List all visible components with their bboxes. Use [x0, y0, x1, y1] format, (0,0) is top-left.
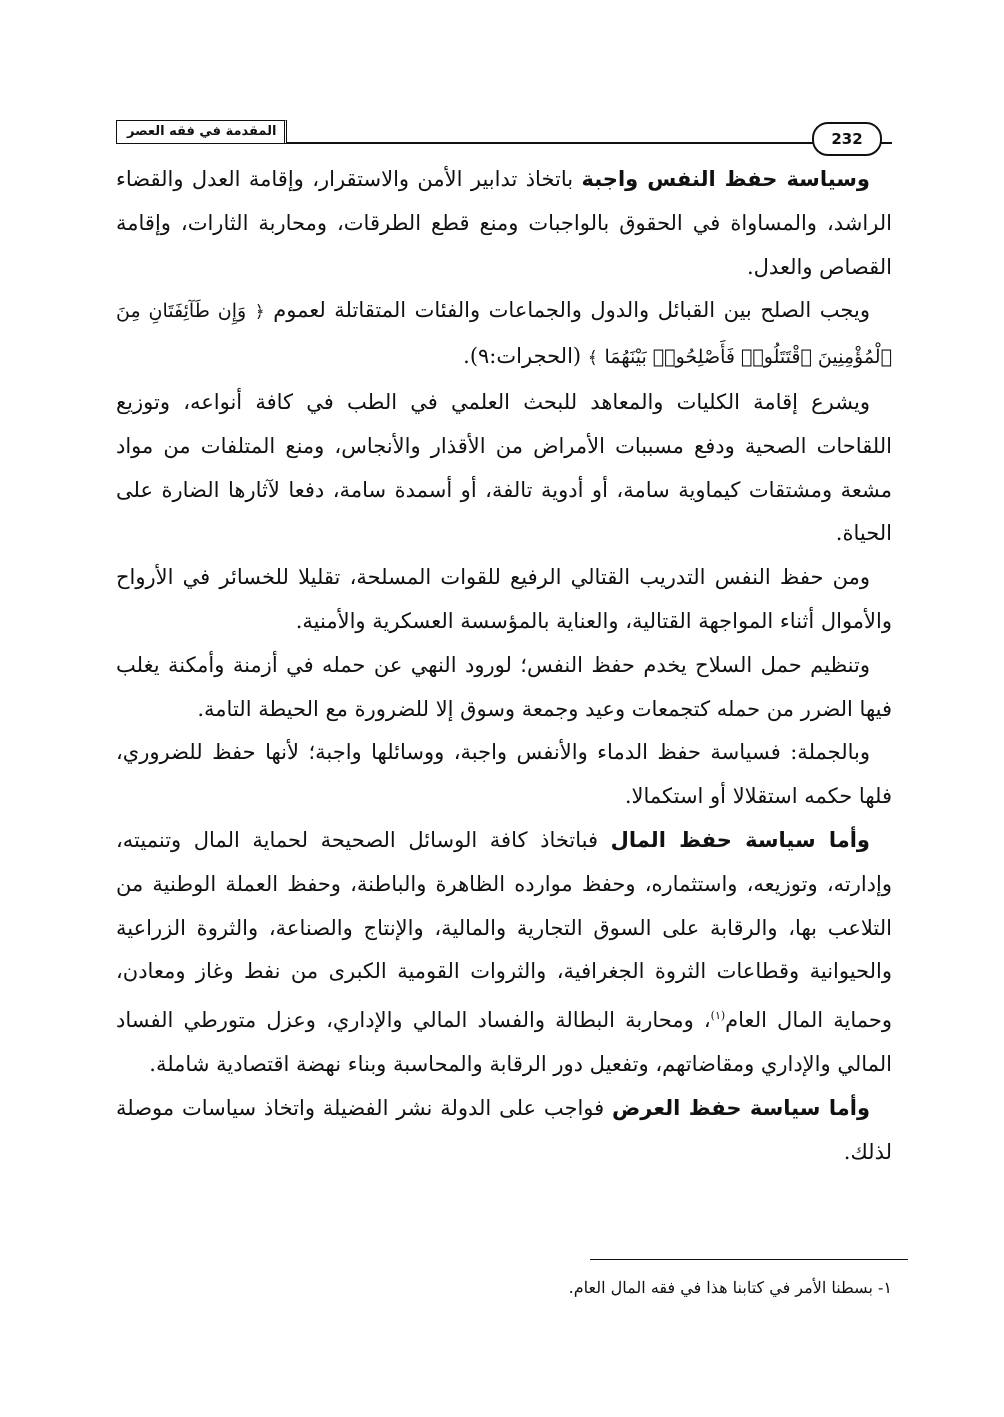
paragraph-text: ويشرع إقامة الكليات والمعاهد للبحث العلمي في الطب في كافة أنواعه، وتوزيع اللقاحات الصحية ودفع مسببات الأمراض من الأقذار والأنجاس، ومنع المتلفات من مواد مشعة ومشتقات كيماوية سامة، أو أدوية تالفة، أو أسمدة سامة، دفعا لآثارها الضارة على الحياة. — [116, 389, 892, 546]
paragraph-text: فواجب على الدولة نشر الفضيلة واتخاذ سياسات موصلة لذلك. — [116, 1095, 892, 1164]
paragraph-soul-policy — [116, 158, 892, 289]
paragraph-weapons — [116, 644, 892, 732]
ayah-close-bracket: ﴾ — [587, 348, 598, 369]
paragraph-text: باتخاذ تدابير الأمن والاستقرار، وإقامة العدل والقضاء الراشد، والمساواة في الحقوق بالواجبات ومنع قطع الطرقات، ومحاربة الثارات، وإقامة القصاص والعدل. — [116, 167, 892, 279]
paragraph-text: ويجب الصلح بين القبائل والدول والجماعات والفئات المتقاتلة لعموم — [273, 298, 870, 323]
paragraph-text: وتنظيم حمل السلاح يخدم حفظ النفس؛ لورود النهي عن حمله في أزمنة وأمكنة يغلب فيها الضرر من حمله كتجمعات وعيد وجمعة وسوق إلا للضرورة مع الحيطة التامة. — [116, 652, 892, 721]
quran-verse: وَإِن طَآئِفَتَانِ مِنَ ٱلْمُؤْمِنِينَ ٱقْتَتَلُوا۟ فَأَصْلِحُوا۟ بَيْنَهُمَا — [116, 300, 892, 369]
footnote: ١- بسطنا الأمر في كتابنا هذا في فقه المال العام. — [568, 1278, 892, 1297]
paragraph-text: فباتخاذ كافة الوسائل الصحيحة لحماية المال وتنميته، وإدارته، وتوزيعه، واستثماره، وحفظ موارده الظاهرة والباطنة، وحفظ العملة الوطنية من التلاعب بها، والرقابة على السوق التجارية والمالية، والإنتاج والصناعة، والثروة الزراعية والحيوانية وقطاعات الثروة الجغرافية، والثروات القومية الكبرى من نفط وغاز ومعادن، وحماية المال العام — [116, 827, 892, 1033]
verse-citation: (الحجرات:٩). — [463, 344, 582, 369]
paragraph-lead: وأما سياسة حفظ المال — [610, 827, 870, 852]
ayah-open-bracket: ﴿ — [254, 302, 265, 323]
paragraph-reconciliation — [116, 289, 892, 381]
page-header — [116, 112, 892, 152]
paragraph-honor-policy — [116, 1087, 892, 1175]
paragraph-text-continued: ، ومحاربة البطالة والفساد المالي والإداري، وعزل متورطي الفساد المالي والإداري ومقاضاتهم، وتفعيل دور الرقابة والمحاسبة وبناء نهضة اقتصادية شاملة. — [116, 1008, 892, 1076]
footnote-separator — [590, 1259, 908, 1260]
paragraph-text: وبالجملة: فسياسة حفظ الدماء والأنفس واجبة، ووسائلها واجبة؛ لأنها حفظ للضروري، فلها حكمه استقلالا أو استكمالا. — [116, 740, 892, 809]
paragraph-lead: وأما سياسة حفظ العرض — [612, 1095, 870, 1120]
paragraph-summary — [116, 731, 892, 819]
paragraph-wealth-policy — [116, 819, 892, 1087]
paragraph-text: ومن حفظ النفس التدريب القتالي الرفيع للقوات المسلحة، تقليلا للخسائر في الأرواح والأموال أثناء المواجهة القتالية، والعناية بالمؤسسة العسكرية والأمنية. — [116, 565, 892, 633]
paragraph-lead: وسياسة حفظ النفس واجبة — [581, 167, 870, 191]
paragraph-medicine — [116, 381, 892, 556]
page-number: 232 — [812, 122, 882, 156]
main-text — [116, 158, 892, 1174]
footnote-reference: (١) — [710, 1009, 726, 1023]
book-title: المقدمة في فقه العصر — [116, 120, 287, 143]
paragraph-military — [116, 556, 892, 644]
